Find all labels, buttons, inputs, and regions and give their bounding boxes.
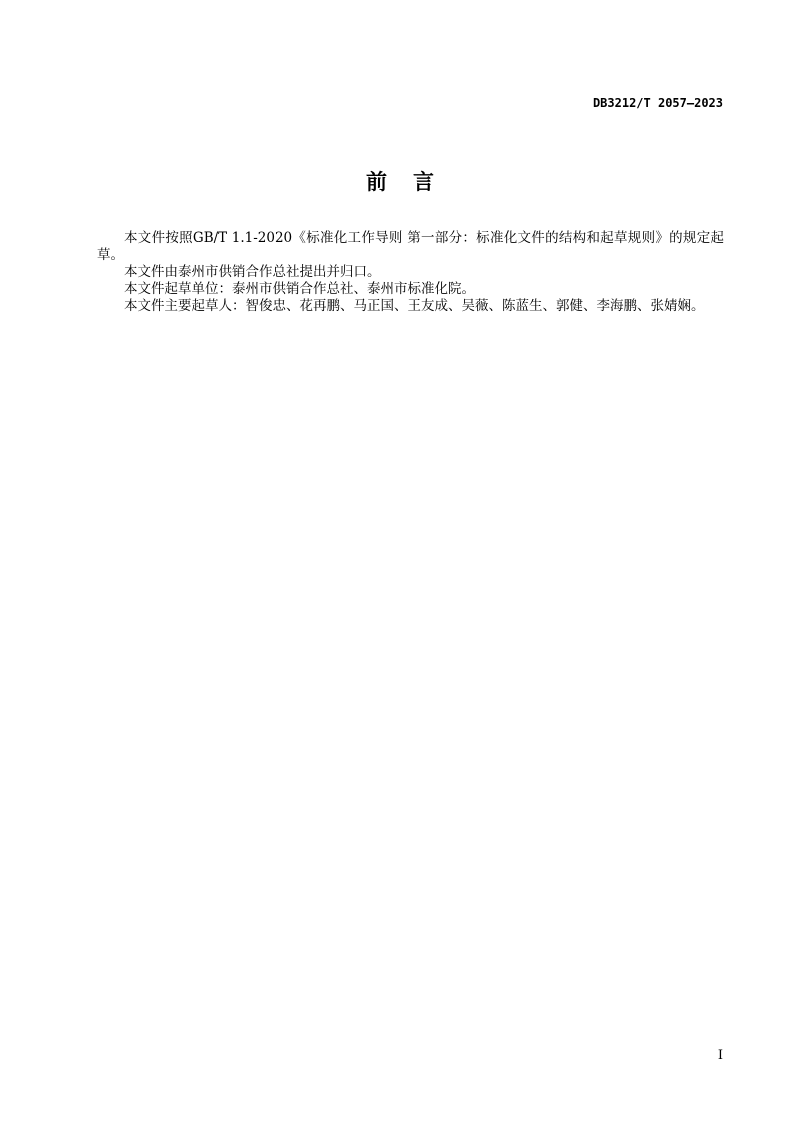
document-code: DB3212/T 2057—2023 [592,96,723,110]
paragraph-proposer: 本文件由泰州市供销合作总社提出并归口。 [124,264,381,280]
paragraph-drafters: 本文件主要起草人：智俊忠、花再鹏、马正国、王友成、吴薇、陈蓝生、郭健、李海鹏、张婧娴。 [124,298,705,314]
foreword-body [97,230,724,315]
page-title: 前言 [366,170,460,194]
page-number: I [717,1048,723,1063]
paragraph-drafting-units: 本文件起草单位：泰州市供销合作总社、泰州市标准化院。 [124,281,475,297]
paragraph-drafting-rules: 本文件按照GB/T 1.1-2020《标准化工作导则 第一部分：标准化文件的结构和起草规则》的规定起草。 [97,230,724,263]
